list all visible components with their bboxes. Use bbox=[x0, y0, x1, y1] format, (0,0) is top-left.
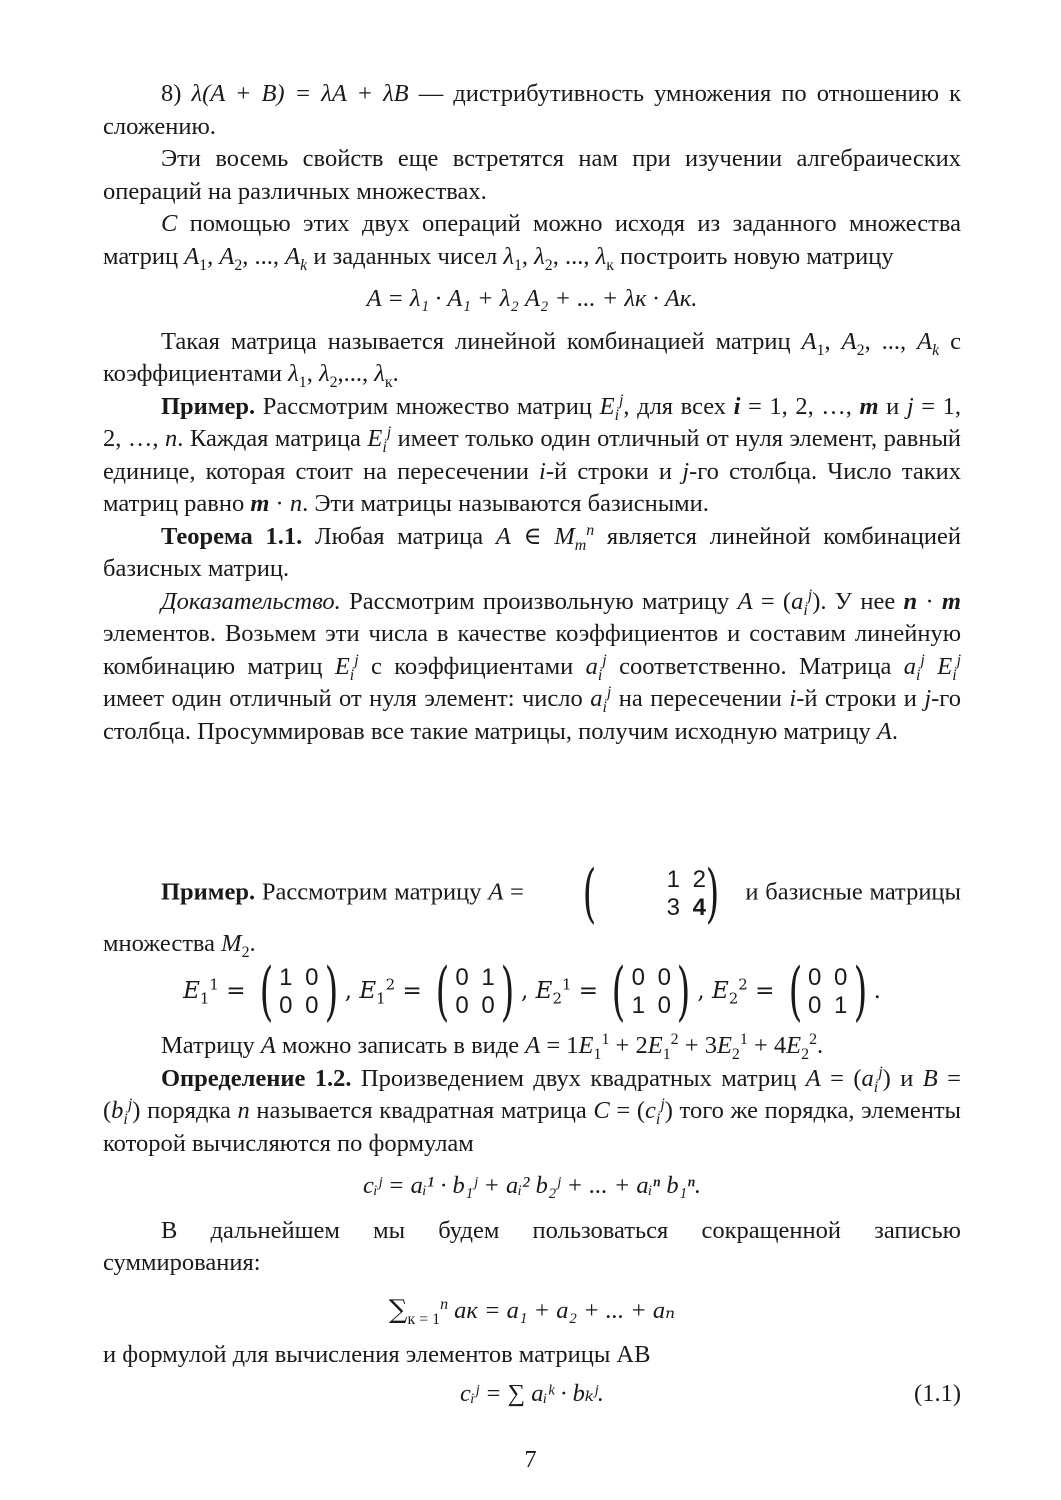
formula-1-1: cᵢʲ = ∑ aᵢᵏ · bₖʲ. (1.1) bbox=[103, 1378, 961, 1411]
paragraph-summation: В дальнейшем мы будем пользоваться сокращенной записью суммирования: bbox=[103, 1216, 961, 1276]
paragraph-eight-properties: Эти восемь свойств еще встретятся нам при изучении алгебраических операций на различных множествах. bbox=[103, 145, 961, 205]
proof: Доказательство. Рассмотрим произвольную матрицу $A = (a_i^j)$. У нее n · m элементов. Возьмем эти числа в качестве коэффициентов и составим линейную комбинацию матриц $E_i^j$ с коэффициентами $a_i^j$ соответственно. Матрица $a_i^j$ $E_i^j$ имеет один отличный от нуля элемент: число $a_i^j$ на пересечении i-й строки и j-го столбца. Просуммировав все такие матрицы, получим исходную матрицу A. bbox=[103, 586, 962, 745]
matrix-e12: ( 0 1 0 0 ) bbox=[435, 955, 515, 1029]
paragraph-write-a: Матрицу A можно записать в виде $A = 1E_1^1 + 2E_1^2 + 3E_2^1 + 4E_2^2$. bbox=[161, 1030, 824, 1063]
example-matrix-a: Пример. Рассмотрим матрицу A = ( 1 2 3 4 ) и базисные матрицы множества $M_2$. bbox=[103, 857, 961, 961]
page-number: 7 bbox=[524, 1446, 537, 1473]
text-block-bottom bbox=[103, 1030, 961, 1410]
matrix-a: ( 1 2 3 4 ) bbox=[582, 857, 719, 931]
formula-sum: $\sum_{к = 1}^n$ aк = a₁ + a₂ + ... + aₙ bbox=[388, 1294, 676, 1328]
example-basis-matrices: Пример. Рассмотрим множество матриц $E_i^j$, для всех i = 1, 2, …, m и j = 1, 2, …, n. Каждая матрица $E_i^j$ имеет только один отличный от нуля элемент, равный единице, которая стоит на пересечении i-й строки и j-го столбца. Число таких матриц равно m · n. Эти матрицы называются базисными. bbox=[103, 391, 962, 517]
matrix-e21: ( 0 0 1 0 ) bbox=[612, 955, 691, 1029]
paragraph-formula-ab: и формулой для вычисления элементов матрицы AB bbox=[103, 1341, 651, 1368]
formula-product: cᵢʲ = aᵢ¹ · b₁ʲ + aᵢ² b₂ʲ + ... + aᵢⁿ b₁ⁿ. bbox=[363, 1172, 701, 1199]
paragraph-linear-combination: Такая матрица называется линейной комбинацией матриц $A_1$, $A_2$, ..., $A_k$ с коэффициентами $\lambda_1$, $\lambda_2$,..., $\lambda_к$. bbox=[103, 327, 962, 391]
property-8: 8) λ(A + B) = λA + λB — дистрибутивность умножения по отношению к сложению. bbox=[103, 80, 961, 140]
definition-1-2: Определение 1.2. Произведением двух квадратных матриц $A = (a_i^j)$ и $B = (b_i^j)$ порядка n называется квадратная матрица $C = (c_i^j)$ того же порядка, элементы которой вычисляются по формулам bbox=[103, 1063, 961, 1157]
theorem-1-1: Теорема 1.1. Любая матрица A ∈ $M_m^n$ является линейной комбинацией базисных матриц. bbox=[103, 521, 961, 582]
equation-number: (1.1) bbox=[914, 1379, 961, 1407]
matrix-e11: ( 1 0 0 0 ) bbox=[259, 955, 339, 1029]
text-block-top bbox=[103, 78, 961, 748]
basis-matrices-formula: $E_1^1$ = ( 1 0 0 0 ) , $E_1^2$ = ( 0 1 0 0 ) , $E_2^1$ = ( 0 0 1 0 ) , $E_2^2$ = ( 0 0 0 1 ) . bbox=[183, 955, 881, 1029]
matrix-e22: ( 0 0 0 1 ) bbox=[788, 955, 868, 1029]
formula-combination: A = λ₁ · A₁ + λ₂ A₂ + ... + λк · Aк. bbox=[366, 285, 698, 312]
paragraph-combination: С помощью этих двух операций можно исходя из заданного множества матриц $A_1$, $A_2$, ..., $A_k$ и заданных чисел $\lambda_1$, $\lambda_2$, ..., $\lambda_к$ построить новую матрицу bbox=[103, 210, 961, 274]
